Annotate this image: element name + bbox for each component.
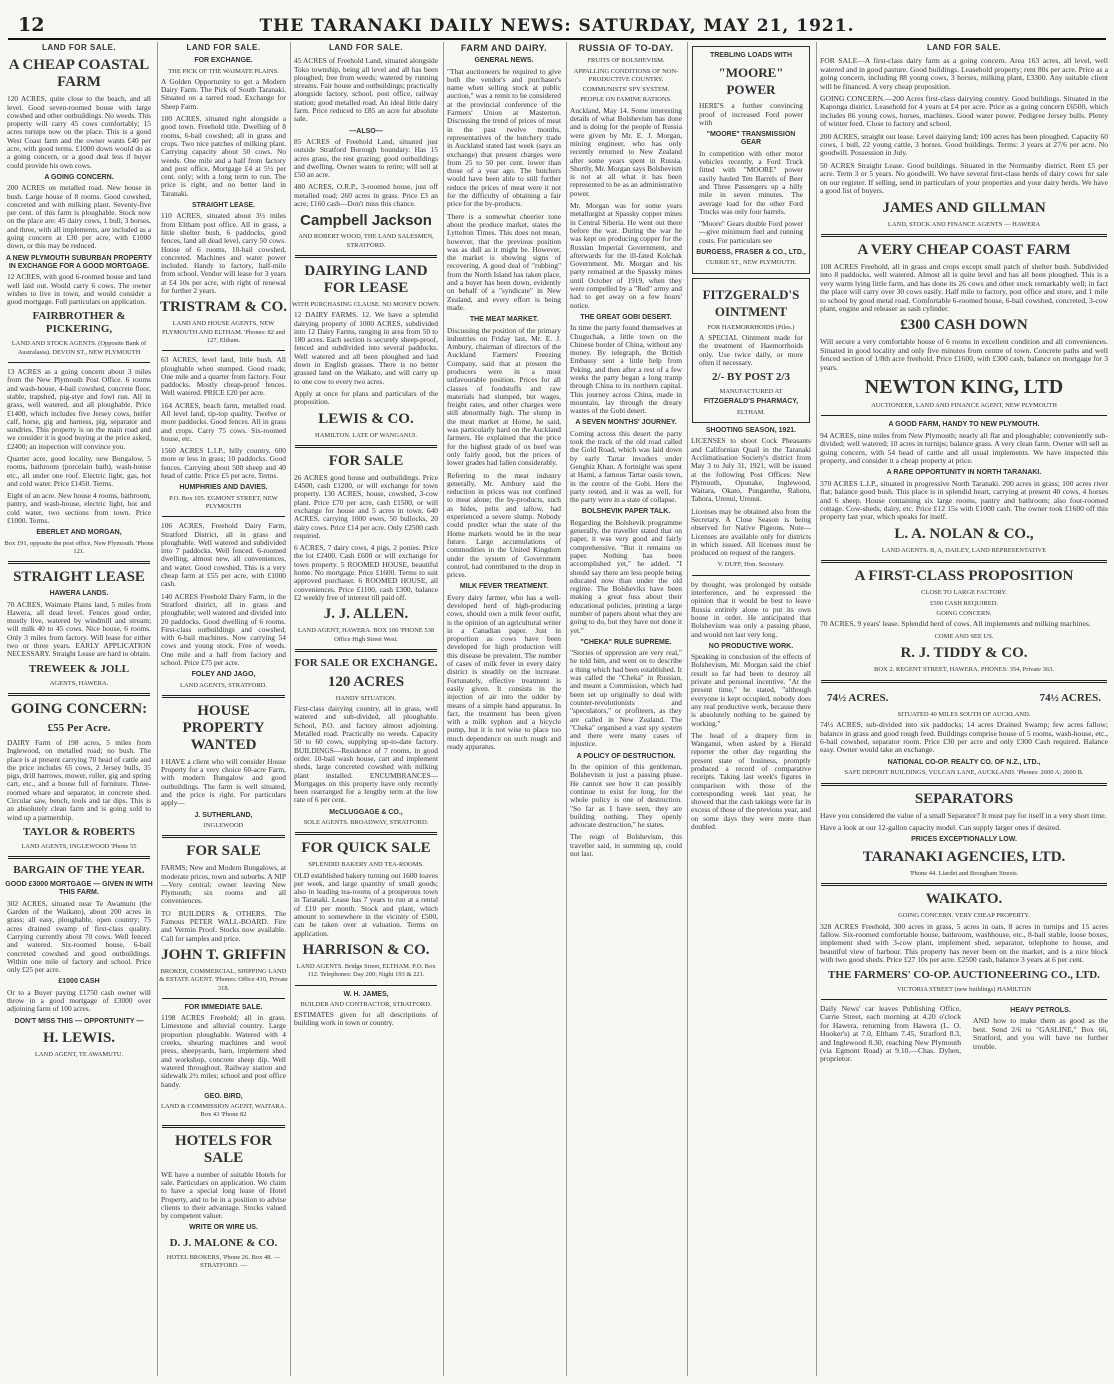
column-land-for-sale-4 xyxy=(816,42,1111,1376)
ad-body: AND how to make them as good as the best. Send 2/6 to "GASLINE," Box 66, Stratford, and you will have no further trouble. xyxy=(973,1016,1108,1051)
ad-body: 45 ACRES of Freehold Land, situated alongside Toko township, being all level and all has been ploughed; free from weeds; watered by running streams. Fair house and outbuildings; practically alongside factory, school, post office, railway station; good metalled road. An ideal little dairy farm. Price reduced to £85 an acre for absolute sale. xyxy=(294,56,438,124)
ad-subheading: A NEW PLYMOUTH SUBURBAN PROPERTY IN EXCHANGE FOR A GOOD MORTGAGE. xyxy=(5,254,153,270)
divider xyxy=(295,985,437,986)
ad-headline: HOTELS FOR SALE xyxy=(174,1132,273,1166)
agent-name: J. SUTHERLAND, xyxy=(194,811,253,819)
ad-body: TO BUILDERS & OTHERS. The Famous PETER WALL-BOARD. Fire and Vermin Proof. Stocks now available. Call for samples and price. xyxy=(161,908,286,943)
divider xyxy=(162,998,285,999)
divider xyxy=(162,835,285,838)
agent-name: TREWEEK & JOLL xyxy=(28,662,130,675)
ad-body: 140 ACRES Freehold Dairy Farm, in the Stratford district, all in grass and ploughable; well watered and divided into 20 paddocks. Good dwelling of 6 rooms. First-class outbuildings and cowshed, with 6-bail machines. Now carrying 54 cows and young stock. Free of weeds. One mile and a half from factory and school. Price £75 per acre. xyxy=(161,591,286,667)
agent-details: AGENTS, HAWERA. xyxy=(49,679,109,687)
agent-name: EBERLET AND MORGAN, xyxy=(36,529,122,537)
agent-details: AND ROBERT WOOD, THE LAND SALESMEN, STRATFORD. xyxy=(298,233,434,249)
ad-body: In competition with other motor vehicles recently, a Ford Truck fitted with "MOORE" power easily hauled Ten Barrels of Beer and Three Passengers up a hilly mile in seven minutes. The average load for the other Ford Trucks was only four barrels. xyxy=(699,148,803,216)
ad-subheading: PRICES EXCEPTIONALLY LOW. xyxy=(911,836,1017,844)
agent-details: VICTORIA STREET (new buildings) HAMILTON xyxy=(896,985,1032,993)
ad-body: I HAVE a client who will consider House Property for a very choice 60-acre Farm, with modern Bungalow and good outbuildings. The farm is well situated, and the price is right. For particulars apply— xyxy=(161,756,286,808)
agent-details: BROKER, COMMERCIAL, SHIPPING LAND & ESTATE AGENT. 'Phones: Office 410, Private 318. xyxy=(159,967,288,992)
agent-details: AUCTIONEER, LAND AND FINANCE AGENT, NEW PLYMOUTH xyxy=(871,401,1057,409)
ad-body: 74½ ACRES, sub-divided into six paddocks; 14 acres Drained Swamp; few acres fallow; balance in grass and good rough feed. Buildings comprise house of 5 rooms, wash-house, etc., 6-bail cowshed, separator room. Price £30 per acre and only £300 Cash required. Balance easy. Owner would take an exchange. xyxy=(820,720,1108,755)
section-heading: FARM AND DAIRY. xyxy=(460,43,548,53)
agent-details: CURRIE ST., NEW PLYMOUTH. xyxy=(705,259,797,267)
ad-body: DAIRY Farm of 198 acres, 5 miles from Inglewood, on metalled road; no bush. The place is at present carrying 70 head of cattle and the price includes 65 cows, 2 Jersey bulls, 35 pigs, drill harrows, mower, roller, gig and spring cart, etc., and a house full of furniture. Three-roomed whare and separator, in concrete shed. Circular saw, bench, tools and tar dips. This is an absolutely clean farm and is going sold to wind up a partnership. xyxy=(7,737,151,822)
ad-subheading: SITUATED 40 MILES SOUTH OF AUCKLAND. xyxy=(897,710,1031,718)
agent-name: THE FARMERS' CO-OP. AUCTIONEERING CO., LTD. xyxy=(828,968,1100,981)
article-text: In the opinion of this gentleman, Bolshevism is just a passing phase. He cannot see how it can possibly continue to exist for long, for the whole policy is one of destruction. "So far as I have seen, they are building nothing. They openly advocate destruction," he states. xyxy=(570,762,682,830)
ad-body: OLD established bakery turning out 1600 loaves per week, and large quantity of small goods; also in leading tea-rooms of a prosperous town in Taranaki. Lease has 7 years to run at a rental of £10 per month. Stock and plant, which amount to somewhere in the vicinity of £500, can be taken over at valuation. Terms on application. xyxy=(294,870,438,938)
ad-headline: FOR SALE OR EXCHANGE. xyxy=(294,656,438,669)
ad-subheading: WITH PURCHASING CLAUSE. NO MONEY DOWN. xyxy=(291,300,441,308)
ad-body: 120 ACRES, quite close to the beach, and all level. Good seven-roomed house with large cowshed and other outbuildings. No weeds. This property will carry 45 cows comfortably; 15 acres turnips now on the place. This is a good West Coast farm and the owner wants £40 per acre, with good terms. £1000 down would do as a going concern, or a good deal less if buyer could provide his own cows. xyxy=(7,94,151,170)
ad-subheading: GOING CONCERN. xyxy=(936,610,992,618)
ad-body: Or to a Buyer paying £1750 cash owner will throw in a good mortgage of £3000 over adjoining farm of 100 acres. xyxy=(7,987,151,1014)
divider xyxy=(8,561,150,564)
column-land-for-sale-1 xyxy=(4,42,154,1376)
ad-headline: WAIKATO. xyxy=(925,891,1003,908)
agent-details: P.O. Box 105. EGMONT STREET, NEW PLYMOUTH xyxy=(169,494,278,510)
agent-name: W. H. JAMES, xyxy=(343,990,389,998)
article-text: Every dairy farmer, who has a well-developed herd of high-producing cows, should own a milk fever outfit, is the opinion of an agricultural writer in a Canadian paper. Just in proportion as cows have been developed for high production will this disease be prevalent. The number of cases of milk fever in every dairy district is steadily on the increase. Fortunately, effective treatment is easily given. It consists in the injection of air into the udder by means of a simple hand apparatus. In fact, the treatment has been given with a milk syphon and a bicycle pump, but it is not wise to place too much dependence on such rough and ready apparatus. xyxy=(447,592,561,752)
agent-details: BUILDER AND CONTRACTOR, STRATFORD. xyxy=(300,1000,432,1008)
ad-body: Apply at once for plans and particulars of the proposition. xyxy=(294,388,438,407)
article-text: The head of a drapery firm in Wanganui, when asked by a Herald reporter the other day regarding the present state of business, promptly produced a record of comparative receipts. Taking last week's figures in comparison with those of the corresponding week last year, he showed that the cash takings were far in excess of those of the previous year, and on some days they were more than doubled. xyxy=(691,730,811,832)
ad-subheading: MANUFACTURED AT xyxy=(719,388,783,396)
divider xyxy=(162,350,285,351)
article-text: The reign of Bolshevism, this traveller said, in summing up, could not last. xyxy=(570,832,682,859)
ad-headline: FOR SALE xyxy=(328,452,404,469)
agent-details: ELTHAM. xyxy=(736,408,766,416)
ad-body: 50 ACRES Straight Lease. Good buildings. Situated in the Normanby district. Rent £5 per acre. Term 3 or 5 years. No goodwill. We have several first-class herds of dairy cows for sale on our register. If selling, send in particulars of your properties and your dairy herds. We have a good list of buyers. xyxy=(820,160,1108,196)
ad-headline: 120 ACRES xyxy=(327,673,405,690)
ad-price: £55 Per Acre. xyxy=(47,721,111,734)
article-text: In time the party found themselves at Chuguchak, a little town on the Chinese border of China, without any money. By telegraph, the British Embassy sent a little help from Peking, and then after a rest of a few weeks the party began a long tramp through China to its northern capital. This journey across China, made in mountain, lay through the dreary wastes of the Gobi desert. xyxy=(570,323,682,416)
agent-name: LEWIS & CO. xyxy=(318,410,414,427)
agent-name: BURGESS, FRASER & CO., LTD., xyxy=(696,249,806,257)
agent-details: SAFE DEPOSIT BUILDINGS, VULCAN LANE, AUCKLAND. 'Phones: 2600 A; 2600 B. xyxy=(844,769,1084,777)
ad-body: ESTIMATES given for all descriptions of building work in town or country. xyxy=(294,1010,438,1028)
masthead xyxy=(8,10,1106,40)
ad-subheading: GOING CONCERN. VERY CHEAP PROPERTY. xyxy=(898,912,1030,920)
heavy-petrols-ad xyxy=(970,1005,1111,1068)
agent-name: TARANAKI AGENCIES, LTD. xyxy=(862,848,1066,865)
article-heading: NO PRODUCTIVE WORK. xyxy=(708,642,794,650)
ad-body: Have you considered the value of a small Separator? It must pay for itself in a very short time. xyxy=(820,810,1107,820)
ad-body: A SPECIAL Ointment made for the treatment of Haemorrhoids only. Use twice daily, or more often if necessary. xyxy=(699,332,803,367)
ad-body: 328 ACRES Freehold, 300 acres in grass, 5 acres in oats, 8 acres in turnips and 15 acres fallow. Six-roomed comfortable house, bathroom, washhouse, etc., 8-bail stable, loose boxes, implement shed with 3-cow plant, implement shed, separator, telephone to house, and beautiful view of harbour. This property has never been on the market, and is a nice block with two good sheds. Price £27 10s per acre. £2500 cash, balance 3 years at 6 per cent. xyxy=(820,921,1108,965)
agent-details: LAND AGENT, TE AWAMUTU. xyxy=(34,1050,124,1058)
agent-details: LAND AGENT, HAWERA. BOX 106 'PHONE 538 Office High Street West. xyxy=(297,627,435,643)
ad-body: 85 ACRES of Freehold Land, situated just outside Stratford Borough boundary. Has 15 acres grass, the rest grazing; good outbuildings and dwelling. Owner wants to retire; will sell at £50 an acre. xyxy=(294,136,438,180)
ad-body: Will secure a very comfortable house of 6 rooms in excellent condition and all conveniences. Situated in good locality and only five minutes from centre of town. Concrete paths and well fenced section of 1/8th acre freehold. Price £1600, with £300 cash, balance on mortgage for 3 years. xyxy=(820,337,1108,372)
column-advertisements xyxy=(687,42,814,1376)
divider xyxy=(821,883,1107,886)
agent-details: LAND AGENTS. Bridge Street, ELTHAM. P.O. Box 112. Telephones: Day 200; Night 193 & 221. xyxy=(296,962,436,979)
agent-name: HARRISON & CO. xyxy=(302,941,430,958)
ad-subheading: £1000 CASH xyxy=(58,978,100,986)
article-text: Discussing the position of the primary industries on Friday last, Mr. E. J. Ambury, chairman of directors of the Auckland Farmers' Freezing Company, said that at present the producers were in a most unfavourable position. Prices for all classes of foodstuffs and raw materials had slumped, but wages, freight rates, and other charges were still abnormally high. The slump in the meat market at Home, he said, was particularly hard on the Auckland farmers. He explained that the price for the highest grade of ox beef was only fairly good, but the prices of lower grades had fallen considerably. xyxy=(447,325,561,468)
divider xyxy=(295,832,437,835)
ad-body: 6 ACRES, 7 dairy cows, 4 pigs, 2 ponies. Price the lot £2400. Cash £600 or will exchange for town property. 5 ROOMED HOUSE, beautiful home. No mortgage. Price £1600. Terms to suit approved purchaser. 6 ROOMED HOUSE, all conveniences. Price £1100, cash £300, balance £2 weekly free of interest till paid off. xyxy=(294,543,438,602)
ad-headline: FOR SALE xyxy=(186,843,261,860)
ad-headline: A VERY CHEAP COAST FARM xyxy=(857,241,1071,258)
section-heading: LAND FOR SALE. xyxy=(926,43,1002,52)
article-text: There is a somewhat cheerier tone about the produce market, states the Lyttelton Times. This does not mean, however, that the previous position was as dull as it might be. However, the market is showing signs of recovering. A good deal of "rubbing" from the North Island has taken place, and a buyer has been down, evidently on behalf of a "syndicate" in New Zealand, and every effort is being made. xyxy=(447,211,561,312)
ad-body: 1198 ACRES Freehold; all in grass. Limestone and alluvial country. Large proportion ploughable. Watered with 4 creeks, shearing machines and wool press, sheepyards, barn, implement shed and workshop, concrete sheep dip. Well watered throughout. Railway station and sidewalk 2½ miles; school and post office handy. xyxy=(161,1013,286,1089)
ad-body: 106 ACRES, Freehold Dairy Farm, Stratford District, all in grass and ploughable. Well watered and subdivided into 7 paddocks. Well fenced. 6-roomed dwelling, almost new, all conveniences, and water. Good cowshed. This is a very cheap farm at £55 per acre, with £1000 cash. xyxy=(161,521,286,589)
article-text: Mr. Morgan was for some years metallurgist at Spassky copper mines in Central Siberia. He went out there before the war. During the war he was kept on producing copper for the Russian Imperial Government, and afterwards for the ill-fated Kolchak Government. Mr. Morgan and his party remained at the Spassky mines until October of 1919, when they were compelled by a "Red" army and had to get away on a few hours' notice. xyxy=(570,201,682,310)
agent-name: HUMPHRIES AND DAVIES. xyxy=(179,484,268,492)
ad-body: 13 ACRES as a going concern about 3 miles from the New Plymouth Post Office. 6 rooms and wash-house, 4-bail cowshed, concrete floor, stable, trapshed, pig-stye and fowl run. All in grass, well watered, and all ploughable. Price £1400, which includes five Jersey cows, heifer calf, horse, gig and harness, pig, separator and sundries. This property is on the main road and we consider it is good buying at the price asked, £2400; an inspection will convince you. xyxy=(7,367,151,451)
ad-body: Have a look at our 12-gallon capacity model. Can supply larger ones if desired. xyxy=(820,822,1061,832)
agent-name: TRISTRAM & CO. xyxy=(159,299,288,316)
notice-text: LICENSES to shoot Cock Pheasants and Californian Quail in the Taranaki Acclimatisation Society's district from May 3 to July 31, 1921, will be issued at the following Post Offices: New Plymouth, Opunake, Inglewood, Waitara, Okato, Pungarehu, Rahotu, Tahora, Urenui, Urenui. xyxy=(691,436,811,504)
agent-details: 'Phone 44. Liardet and Brougham Streets. xyxy=(909,869,1019,877)
ad-body: 94 ACRES, nine miles from New Plymouth; nearly all flat and ploughable; conveniently sub-divided; well watered; 10 acres in turnips; balance grass. A very clean farm. Owner will sell as going concern, with 54 head of cattle and all usual implements. We have inspected this property, and consider it a cheap property at price. xyxy=(820,430,1108,465)
article-text: Referring to the meat industry generally, Mr. Ambury said the reduction in prices was not confined to meat alone; the by-products, such as hides, pelts and tallow, had experienced a severe slump. Nobody could predict what the state of the Home markets would be in the near future. Large accumulations of commodities in the United Kingdom under the system of Government control, had contributed to the drop in prices. xyxy=(447,470,561,580)
divider xyxy=(162,1125,285,1128)
agent-details: LAND, STOCK AND FINANCE AGENTS — HAWERA xyxy=(887,220,1041,228)
fitzgeralds-ointment-ad xyxy=(692,278,810,423)
column-farm-and-dairy xyxy=(443,42,564,1376)
agent-details: SOLE AGENTS. BROADWAY, STRATFORD. xyxy=(303,819,429,826)
article-text: Auckland, May 14. Some interesting details of what Bolshevism has done and is doing for the people of Russia were given by Mr. E. J. Morgan, mining engineer, who has only recently returned to New Zealand after some years spent in Russia. Shortly, Mr. Morgan says Bolshevism is not at all what it has been represented to be as an administrative power. xyxy=(570,105,682,198)
divider xyxy=(295,255,437,258)
agent-details: HOTEL BROKERS, 'Phone 26. Box 48. — STRATFORD. — xyxy=(166,1253,281,1270)
ad-headline: HEAVY PETROLS. xyxy=(1010,1007,1071,1014)
agent-name: TAYLOR & ROBERTS xyxy=(22,825,136,838)
section-heading: LAND FOR SALE. xyxy=(328,43,404,52)
ad-subheading: COME AND SEE US. xyxy=(934,632,994,640)
agent-name: GEO. BIRD, xyxy=(204,1092,243,1100)
ad-body: 370 ACRES L.I.P., situated in progressive North Taranaki. 200 acres in grass; 100 acres river flat; balance good bush. This place is in splendid heart, carrying at present 40 cows, 4 horses and 6 sheep. House containing six large rooms, pantry and bathroom; also four-roomed cottage. Cow-sheds, dairy, etc. Price £12 15s with £1000 cash. The owner took £1600 off this property last year, which speaks for itself. xyxy=(820,478,1108,522)
article-text: Coming across this desert the party took the track of the old road called the Gold Road, which was laid down by early Tartar invaders under Genghiz Khan. A fortnight was spent at Hami, a famous Tartar oasis town, in the centre of the Gobi. Here the party rested, and it was as well, for the party were in a state of collapse. xyxy=(570,428,682,505)
article-text: "That auctioneers be required to give both the vendor's and purchaser's name when selling stock at public auction," was a remit to be considered at the provincial conference of the Farmers' Union at Masterton. Discussing the trend of prices of meat in the past twelve months, representatives of the butchery trade in Auckland stated last week (says an exchange) that present charges were from 25 to 50 per cent. lower than those of a year ago. The butchers would have been able to still further reduce the prices of meat were it not for the difficulty of obtaining a fair price for the by-products. xyxy=(447,66,561,209)
ad-headline: STRAIGHT LEASE xyxy=(13,569,145,586)
article-heading: A SEVEN MONTHS' JOURNEY. xyxy=(575,419,677,427)
agent-name: J. J. ALLEN. xyxy=(323,606,409,623)
ad-body: 164 ACRES, beach farm, metalled road. All level land, tip-top quality. Twelve or more paddocks. Good fences. All in grass and crops. Carry 75 cows. Six-roomed house, etc. xyxy=(161,400,286,443)
ad-body: 12 ACRES, with good 6-roomed house and land well laid out. Would carry 6 cows. The owner wishes to live in town, and would consider a good mortgage. Full particulars on application. xyxy=(7,272,151,307)
agent-name: NEWTON KING, LTD xyxy=(864,375,1064,398)
agent-name: FAIRBROTHER & PICKERING, xyxy=(32,310,126,336)
ad-subheading: CLOSE TO LARGE FACTORY. xyxy=(921,589,1007,597)
notice-text: Licenses may be obtained also from the Secretary. A Close Season is being observed for Native Pigeons. Note—Licenses are available only for districts in which issued. All licenses must be produced on request of the rangers. xyxy=(691,506,811,558)
ad-headline: A RARE OPPORTUNITY IN NORTH TARANAKI. xyxy=(886,469,1042,477)
divider xyxy=(821,234,1107,237)
ad-kicker: TREBLING LOADS WITH xyxy=(709,52,793,59)
divider xyxy=(821,999,1107,1000)
notice-signature: V. DUFF, Hon. Secretary. xyxy=(717,561,785,569)
ad-body: 200 ACRES, straight out lease. Level dairying land; 100 acres has been ploughed. Capacity 60 cows, 1 bull, 22 young cattle, 3 horses. Good buildings. Terms: 3 years at 27/6 per acre. No goodwill. Possession in July. xyxy=(820,131,1108,158)
article-subheading: APPALLING CONDITIONS OF NON-PRODUCTIVE COUNTRY. xyxy=(573,67,679,83)
agent-details: LAND AGENTS, STRATFORD. xyxy=(179,681,268,689)
ad-headline: FITZGERALD'S OINTMENT xyxy=(702,286,800,319)
divider xyxy=(8,693,150,696)
agent-details: BOX 2. REGENT STREET, HAWERA. PHONES: 354, Private 363. xyxy=(874,666,1054,674)
article-heading: THE MEAT MARKET. xyxy=(469,316,539,324)
agent-name: JOHN T. GRIFFIN xyxy=(161,946,286,963)
article-heading: BOLSHEVIK PAPER TALK. xyxy=(581,508,671,516)
moore-power-ad xyxy=(692,46,810,274)
ad-body: HERE'S a further convincing proof of increased Ford power with xyxy=(699,101,803,127)
ad-body: 200 ACRES on metalled road. New house in bush. Large house of 8 rooms. Good cowshed, concreted and with milking plant. Seventy-five per cent. of this farm is ploughable. Stock now on the place are: 45 dairy cows, 1 bull, 3 horses, and three, with all implements, are included as a going concern at £30 per acre, with £1000 down, or this may be reduced. xyxy=(7,183,151,251)
agent-name: H. LEWIS. xyxy=(42,1029,116,1046)
ad-headline: GOING CONCERN: xyxy=(10,700,148,717)
ad-body: 26 ACRES good house and outbuildings. Price £4500, cash £1200, or will exchange for town property. 130 ACRES, house, cowshed, 3-cow plant. Price £70 per acre, cash £1500, or will exchange for house and 5 acres in town. 640 ACRES, carrying 1000 ewes, 50 bullocks, 20 dairy cows. Price £14 per acre. Only £2500 cash required. xyxy=(294,472,438,540)
ad-body: 480 ACRES, O.R.P., 3-roomed house, just off metalled road; 260 acres in grass. Price £3 an acre; £160 cash—Don't miss this chance. xyxy=(294,182,438,209)
ad-body: 70 ACRES, 9 years' lease. Splendid herd of cows. All implements and milking machines. xyxy=(820,619,1091,629)
agent-details: LAND AND STOCK AGENTS. (Opposite Bank of Australasia). DEVON ST., NEW PLYMOUTH xyxy=(11,340,147,356)
agent-name: L. A. NOLAN & CO., xyxy=(894,525,1034,542)
article-heading: THE GREAT GOBI DESERT. xyxy=(580,313,672,321)
ad-body: First-class dairying country, all in grass, well watered and sub-divided, all ploughable. School, P.O. and factory almost adjoining. Metalled road. Practically no weeds. Capacity 50 to 60 cows, supplying up-to-date factory. BUILDINGS—Residence of 7 rooms, in good order. 10-bail wash house, cart and implement sheds, large concreted cowshed with milking plant installed. ENCUMBRANCES—Mortgages on this property have only recently been rearranged for a lengthy term at the low rate of 6 per cent. xyxy=(294,704,438,805)
notice-text: Daily News' car leaves Publishing Office, Currie Street, each morning at 4.20 o'clock for Hawera, returning from Hawera (L. O. Hooker's) at 7.0, Eltham 7.45, Stratford 8.3, and Inglewood 8.30, reaching New Plymouth (via Egmont Road) at 9.10.—Chas. Dyhen, proprietor. xyxy=(820,1004,961,1064)
divider xyxy=(692,575,810,576)
article-text: "Stories of oppression are very real," he told him, and went on to describe a thing which had been established. It was called the "Cheka" in Russian, and meant a Commission, which had been set up originally to deal with counter-revolutionists and "speculators," or profiteers, as they are called in New Zealand. The "Cheka" organised a vast spy system and there were many cases of injustice. xyxy=(570,648,682,749)
ad-subheading: DON'T MISS THIS — OPPORTUNITY — xyxy=(14,1017,144,1025)
newspaper-title: THE TARANAKI DAILY NEWS: SATURDAY, MAY 21, 1921. xyxy=(259,16,855,36)
ad-headline: "MOORE" POWER xyxy=(718,65,784,98)
article-text: Speaking in conclusion of the effects of Bolshevism, Mr. Morgan said the chief result so far had been to destroy all private and personal incentive. "At the present time," he stated, "although everyone is kept occupied, nobody does any real productive work, because there is absolutely nothing to be gained by working." xyxy=(691,652,811,728)
ad-body: 12 DAIRY FARMS. 12. We have a splendid dairying property of 1000 ACRES, subdivided into 12 Dairy Farms, ranging in area from 50 to 180 acres. Each section is securely sheep-proof, fenced and subdivided into several paddocks. Well watered and all been ploughed and laid down in English grasses. There is no better grassed land on the Waikato, and will carry up to one cow to every two acres. xyxy=(294,310,438,386)
ad-subheading: THE PICK OF THE WAIMATE PLAINS. xyxy=(168,67,279,75)
ad-body: "Moore" Gears double Ford power—give minimum fuel and running costs. For particulars see xyxy=(699,219,803,245)
agent-name: FITZGERALD'S PHARMACY, xyxy=(703,398,799,406)
agent-details: Box 191, opposite the post office, New Plymouth. 'Phone 121. xyxy=(4,539,154,555)
ad-price: 2/- BY POST 2/3 xyxy=(712,371,790,384)
agent-name: R. J. TIDDY & CO. xyxy=(900,645,1028,662)
agent-details: LAND AGENTS. B, A, DAILEY, LAND REPRESENTATIVE xyxy=(881,546,1047,554)
agent-name: D. J. MALONE & CO. xyxy=(169,1236,278,1249)
ad-body: 63 ACRES, level land, little bush. All ploughable when stumped. Good roads; One mile and a quarter from factory. Four paddocks. Mostly cheap-proof fences. Well watered. PRICE £20 per acre. xyxy=(161,355,286,398)
divider xyxy=(821,680,1107,683)
ad-headline: SEPARATORS xyxy=(914,790,1014,807)
agent-name: McCLUGGAGE & CO., xyxy=(329,808,403,816)
ad-headline: DAIRYING LAND FOR LEASE xyxy=(304,262,428,296)
article-heading: A POLICY OF DESTRUCTION. xyxy=(576,752,676,760)
divider xyxy=(295,445,437,448)
ad-headline: FOR QUICK SALE xyxy=(301,840,431,857)
column-land-for-sale-2 xyxy=(157,42,289,1376)
ad-body: WE have a number of suitable Hotels for sale. Particulars on application. We claim to have a special long lease of Hotel Property, and to be in a position to advise clients to their advantage. Stocks valued by competent valuer. xyxy=(161,1169,286,1221)
ad-subheading: HANDY SITUATION. xyxy=(335,694,397,702)
ad-body: 1560 ACRES L.I.P., hilly country, 600 more or less in grass; 10 paddocks. Good fences. Carrying about 500 sheep and 40 head of cattle. Price £5 per acre. Terms. xyxy=(161,446,286,481)
agent-name: NATIONAL CO-OP. REALTY CO. OF N.Z., LTD., xyxy=(887,758,1041,766)
agent-details: INGLEWOOD xyxy=(203,821,244,829)
article-text: Regarding the Bolshevik programme generally, the traveller stated that on paper, it was very good and fairly comprehensive. "But it remains on paper. Nothing has been accomplished yet," he added. "I should say there are less people being educated now than under the old regime. The Bolsheviks have been making a great fuss about their educational policies, printing a large number of papers about what they are going to do, but they have not done it yet." xyxy=(570,517,682,635)
ad-headline: FOR EXCHANGE. xyxy=(194,57,253,65)
ad-subheading: SPLENDID BAKERY AND TEA-ROOMS. xyxy=(308,861,424,869)
divider xyxy=(162,695,285,698)
ad-headline: A GOOD FARM, HANDY TO NEW PLYMOUTH. xyxy=(888,421,1040,429)
page-number: 12 xyxy=(18,14,45,36)
ad-headline: HOUSE PROPERTY WANTED xyxy=(182,702,265,753)
ad-subheading: "MOORE" TRANSMISSION GEAR xyxy=(706,131,796,147)
agent-name: FOLEY AND JAGO, xyxy=(191,671,256,679)
ad-body: 70 ACRES, Waimate Plains land, 5 miles from Hawera, all dead level. Fences good order, mostly live, watered by windmill and stream; will milk 40 to 45 cows. Nice house, 6 rooms. Only 3 miles from factory. Will lease for either two or three years. EARLY APPLICATION NECESSARY. Straight Lease are hard to obtain. xyxy=(7,599,151,659)
divider xyxy=(821,560,1107,563)
divider xyxy=(295,649,437,652)
ad-headline: 74½ ACRES. xyxy=(1039,691,1101,704)
section-heading: RUSSIA OF TO-DAY. xyxy=(578,43,674,53)
ad-body: FOR SALE—A first-class dairy farm as a going concern. Area 163 acres, all level, well watered and in good pasture. Good buildings. Leasehold property; rent 80s per acre. Price as a going concern, including 88 young cows, 3 horses, milking plant, £3300. Any suitable client will be financed. A very cheap proposition. xyxy=(820,56,1108,91)
divider xyxy=(8,856,150,859)
ad-subheading: STRAIGHT LEASE. xyxy=(191,202,255,210)
article-heading: MILK FEVER TREATMENT. xyxy=(459,583,549,591)
ad-body: Quarter acre, good locality, new Bungalow, 5 rooms, bathroom (porcelain bath), wash-house etc., all under one roof. Electric light, gas, hot and cold water. Price £1450. Terms. xyxy=(7,453,151,488)
ad-subheading: A GOING CONCERN. xyxy=(44,173,114,181)
agent-details: HAMILTON. LATE OF WANGANUI. xyxy=(315,431,417,439)
ad-subheading: —ALSO— xyxy=(349,127,383,135)
article-subheading: COMMUNISTS' SPY SYSTEM. xyxy=(582,86,670,94)
ad-headline: A FIRST-CLASS PROPOSITION xyxy=(854,568,1074,585)
ad-subheading: £500 CASH REQUIRED. xyxy=(929,599,999,607)
ad-body: 110 ACRES, situated about 3½ miles from Eltham post office. All in grass, a little shelter bush, 6 paddocks, good fences, land all dead level, carry 50 cows. House of 6 rooms, 10-bail cowshed, concreted. Machines and water power included. Handy to factory, half-mile from school. Vendor will lease for 3 years at £4 10s per acre, with right of renewal for further 2 years. xyxy=(161,211,286,296)
ad-body: 108 ACRES Freehold, all in grass and crops except small patch of shelter bush. Subdivided into 8 paddocks, well watered. Almost all is quite level and has all been ploughed. This is a very warm lying little farm, and has done its 26 cows and other stock remarkably well; in fact the place will carry over 30 cows easily. Half mile to factory, post office and store, and 1 mile to school by good metal road. Comfortable 6-roomed house, 6-bail cowshed, concreted, 3-cow plant, engine and releaser as sash cylinder. xyxy=(820,261,1108,313)
agent-name: JAMES AND GILLMAN xyxy=(882,199,1046,216)
ad-subheading: FOR HAEMORRHOIDS (Piles.) xyxy=(707,323,795,331)
ad-body: FARMS; New and Modern Bungalows, at moderate prices, town and suburbs. A NIP—Very central; owner leaving New Plymouth; six rooms and all conveniences. xyxy=(161,863,286,906)
agent-details: LAND AGENTS, INGLEWOOD 'Phone 55 xyxy=(21,842,137,850)
ad-body: GOING CONCERN.—200 Acres first-class dairying country. Good buildings. Situated in the Kaponga district. Leasehold for 4 years at £4 per acre. Price as a going concern £6500, which includes 86 young cows, horses, machines. Good water power. Pedigree Jersey bulls. Plenty of winter feed. Close to factory and school. xyxy=(820,94,1108,129)
ad-body: 302 ACRES, situated near Te Awamutu (the Garden of the Waikato), about 200 acres in grass; all easy, ploughable, open country; 75 acres drained swamp of first-class quality. Carrying currently about 70 cows. Well fenced and watered. Six-roomed house, 6-bail concreted cowshed and good outbuildings. Within one mile of factory and school. Price only £25 per acre. xyxy=(7,898,151,975)
article-heading: GENERAL NEWS. xyxy=(474,57,534,65)
ad-body: Eight of an acre. New house 4 rooms, bathroom, pantry, and wash-house, electric light, hot and cold water, two sections from town. Price £1000. Terms. xyxy=(7,491,151,526)
section-heading: LAND FOR SALE. xyxy=(186,43,261,52)
ad-headline-row xyxy=(817,688,1111,709)
ad-subheading: GOOD £3000 MORTGAGE — GIVEN IN WITH THIS FARM. xyxy=(5,881,153,897)
ad-body: A Golden Opportunity to get a Modern Dairy Farm. The Pick of South Taranaki. Situated on a tarred road. Exchange for Sheep Farm. xyxy=(161,76,286,111)
column-land-for-sale-3 xyxy=(290,42,441,1376)
divider xyxy=(821,783,1107,786)
agent-details: LAND AND HOUSE AGENTS, NEW PLYMOUTH AND ELTHAM. 'Phones: 82 and 127, Eltham. xyxy=(161,320,286,344)
divider xyxy=(821,415,1107,416)
article-text: by thought, was prolonged by outside interference, and he expressed the opinion that it would be best to leave Russia entirely alone to put its own house in order. He anticipated that Bolshevism was only a passing phase, and would not last very long. xyxy=(691,579,811,639)
article-heading: "CHEKA" RULE SUPREME. xyxy=(580,638,672,646)
column-russia-of-to-day xyxy=(566,42,685,1376)
notice-heading: SHOOTING SEASON, 1921. xyxy=(705,427,797,435)
section-heading: LAND FOR SALE. xyxy=(41,43,117,52)
ad-body: 100 ACRES, situated right alongside a good town. Freehold title. Dwelling of 8 rooms, 6-bail cowshed; all in grass and crops. Two nice patches of milking plant. Carrying capacity about 50 cows. No weeds. One mile and a half from factory and post office. Mortgage £4 at 5½ per cent. only; with a long term to run. The price is right, and no better land in Taranaki. xyxy=(161,114,286,198)
ad-headline: 74½ ACRES. xyxy=(827,691,889,704)
bottom-notices xyxy=(817,1005,1111,1068)
ad-subheading: HAWERA LANDS. xyxy=(49,590,109,598)
ad-subheading: WRITE OR WIRE US. xyxy=(189,1224,258,1232)
ad-headline: £300 CASH DOWN xyxy=(900,317,1028,334)
article-subheading: PEOPLE ON FAMINE RATIONS. xyxy=(580,96,672,104)
ad-headline: FOR IMMEDIATE SALE. xyxy=(184,1003,263,1011)
agent-name: Campbell Jackson xyxy=(300,212,432,230)
ad-headline: A CHEAP COASTAL FARM xyxy=(8,57,150,91)
article-subheading: FRUITS OF BOLSHEVISM. xyxy=(587,57,665,65)
divider xyxy=(162,516,285,517)
divider xyxy=(8,362,150,363)
ad-headline: BARGAIN OF THE YEAR. xyxy=(13,864,145,877)
agent-details: LAND & COMMISSION AGENT, WAITARA. Box 43 'Phone 82 xyxy=(161,1103,286,1119)
